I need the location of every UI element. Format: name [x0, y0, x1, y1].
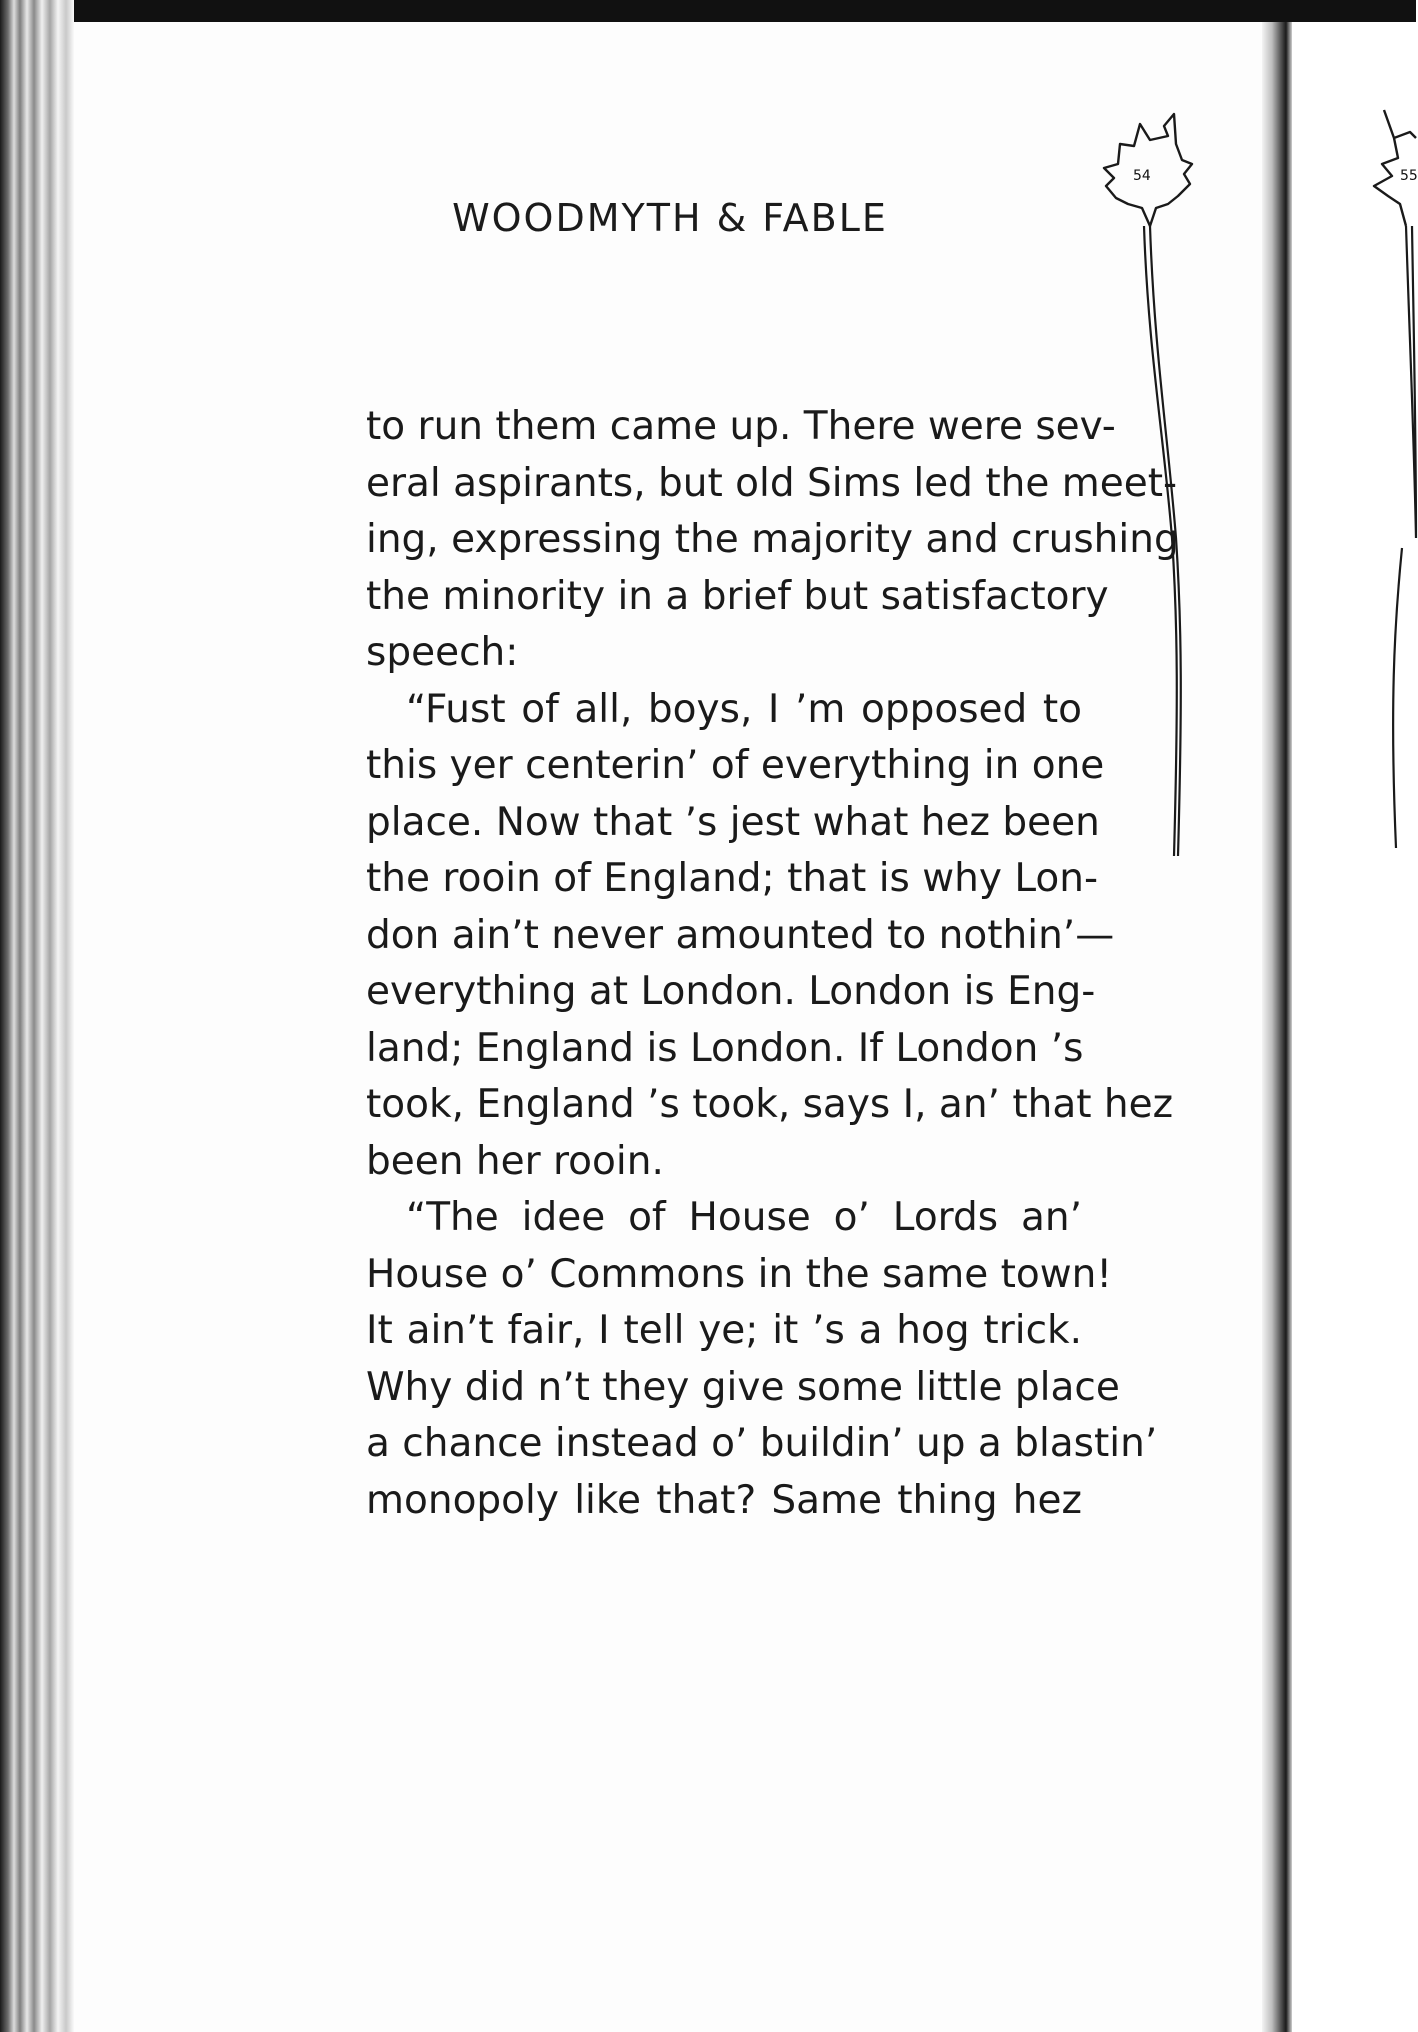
text-line: took, England ’s took, says I, an’ that hez	[366, 1082, 1174, 1127]
text-line: “Fust of all, boys, I ’m opposed to	[406, 686, 1082, 732]
text-line: everything at London. London is Eng-	[366, 969, 1096, 1014]
page-number: 54	[1133, 168, 1151, 184]
body-text	[366, 399, 1179, 1529]
text-line: place. Now that ’s jest what hez been	[366, 799, 1100, 845]
scan-border	[0, 0, 1416, 22]
maple-leaf-stem	[1393, 226, 1416, 848]
text-line: speech:	[366, 630, 519, 675]
text-line: Why did n’t they give some little place	[366, 1364, 1120, 1410]
text-line: the rooin of England; that is why Lon-	[366, 856, 1099, 901]
text-line: been her rooin.	[366, 1138, 664, 1184]
text-line: eral aspirants, but old Sims led the meet-	[366, 460, 1178, 506]
book-gutter	[1262, 22, 1292, 2032]
facing-page-number: 55	[1400, 168, 1418, 184]
page-edges	[0, 0, 74, 2032]
text-line: House o’ Commons in the same town!	[366, 1251, 1112, 1297]
text-line: monopoly like that? Same thing hez	[366, 1477, 1082, 1523]
running-head: WOODMYTH & FABLE	[452, 196, 888, 240]
text-line: to run them came up. There were sev-	[366, 404, 1116, 449]
text-line: ing, expressing the majority and crushing	[366, 517, 1179, 562]
text-line: don ain’t never amounted to nothin’—	[366, 912, 1115, 958]
text-line: the minority in a brief but satisfactory	[366, 573, 1109, 619]
text-line: It ain’t fair, I tell ye; it ’s a hog trick.	[366, 1308, 1082, 1353]
text-line: land; England is London. If London ’s	[366, 1025, 1084, 1071]
text-line: “The idee of House o’ Lords an’	[406, 1195, 1082, 1240]
text-line: this yer centerin’ of everything in one	[366, 743, 1105, 788]
text-line: a chance instead o’ buildin’ up a blastin’	[366, 1421, 1158, 1466]
facing-maple-leaf-ornament	[1354, 108, 1416, 868]
